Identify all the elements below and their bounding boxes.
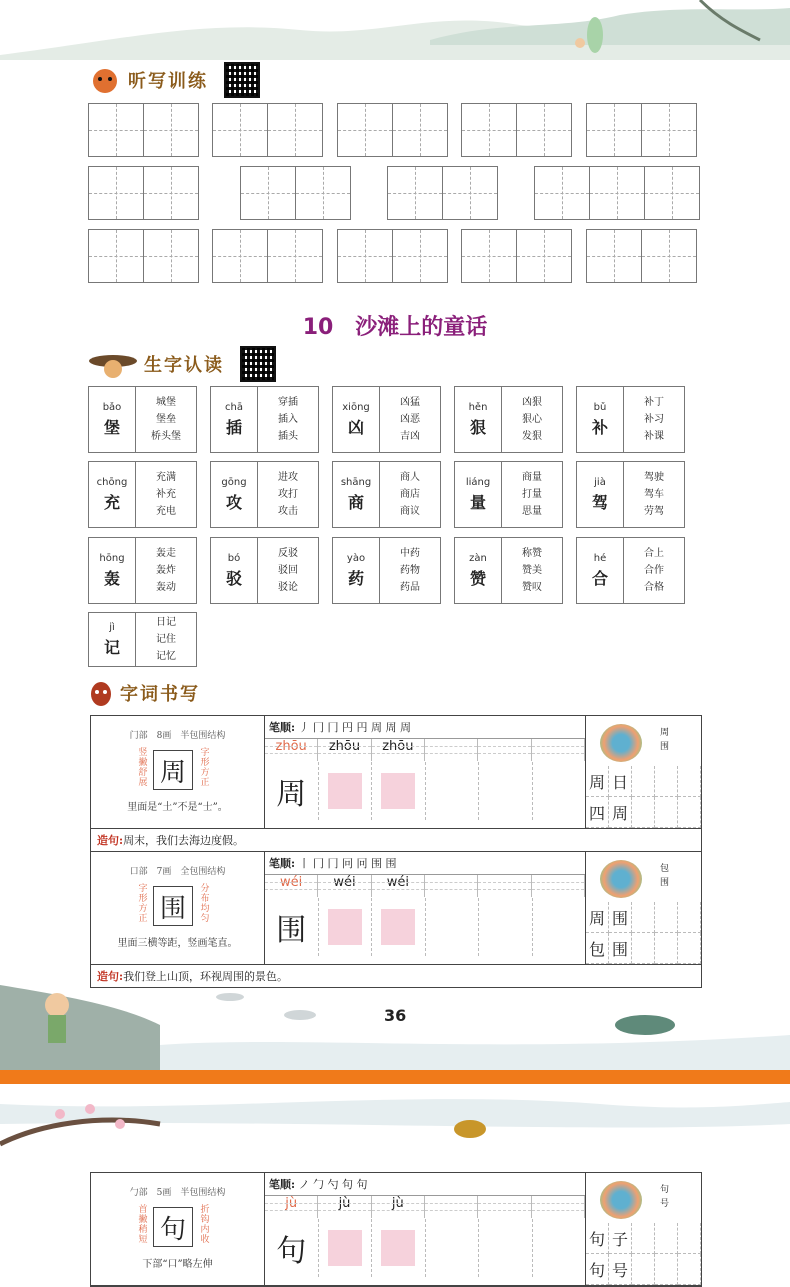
page-number: 36 xyxy=(384,1006,407,1025)
char-word: 补丁 xyxy=(644,397,664,408)
trace-char: 围 xyxy=(265,898,319,956)
char-pinyin: yào xyxy=(346,552,366,564)
char-pinyin: hěn xyxy=(468,401,488,413)
char-glyph: 插 xyxy=(225,417,242,437)
word-caption: 句号 xyxy=(660,1185,670,1209)
word-box[interactable] xyxy=(655,766,678,797)
word-box[interactable] xyxy=(632,902,655,933)
char-word: 狠心 xyxy=(522,414,542,425)
char-glyph: 量 xyxy=(469,492,486,512)
char-card-head xyxy=(333,538,380,603)
stroke-practice xyxy=(265,852,586,964)
word-box[interactable] xyxy=(632,1223,655,1254)
char-word: 反驳 xyxy=(278,548,298,559)
char-card xyxy=(454,537,563,604)
char-words xyxy=(380,387,440,452)
char-pinyin: zàn xyxy=(469,552,487,564)
trace-box[interactable] xyxy=(372,762,426,820)
char-info xyxy=(91,1173,265,1285)
word-box[interactable] xyxy=(632,797,655,828)
pinyin-cell[interactable]: jù xyxy=(265,1196,318,1218)
writing-box[interactable] xyxy=(240,166,351,220)
char-words xyxy=(136,613,196,666)
radical-strokes: 口部 7画 全包围结构 xyxy=(129,867,226,877)
char-card-head xyxy=(211,387,258,452)
trace-box[interactable] xyxy=(319,762,373,820)
fox-mascot-icon xyxy=(88,65,122,95)
word-char: 句 xyxy=(586,1254,609,1285)
char-glyph: 狠 xyxy=(469,417,486,437)
char-glyph: 驳 xyxy=(225,568,242,588)
char-card-head xyxy=(89,387,136,452)
writing-box[interactable] xyxy=(586,229,697,283)
word-box[interactable] xyxy=(678,1254,701,1285)
word-box[interactable] xyxy=(655,1223,678,1254)
char-words xyxy=(258,538,318,603)
word-char: 号 xyxy=(609,1254,632,1285)
char-pinyin: chā xyxy=(225,401,243,413)
char-word: 驾驶 xyxy=(644,472,664,483)
trace-box[interactable] xyxy=(372,1219,426,1277)
trace-char: 句 xyxy=(265,1219,319,1277)
char-word: 日记 xyxy=(156,617,176,628)
char-word: 药品 xyxy=(400,582,420,593)
char-word: 补课 xyxy=(644,431,664,442)
qr-code-icon[interactable] xyxy=(224,62,260,98)
word-box[interactable] xyxy=(678,902,701,933)
char-word: 攻击 xyxy=(278,506,298,517)
char-card-head xyxy=(455,387,502,452)
trace-box[interactable] xyxy=(319,1219,373,1277)
writing-tip-left: 竖撇舒展 xyxy=(138,748,148,788)
char-word: 驳回 xyxy=(278,565,298,576)
char-pinyin: xiōng xyxy=(342,401,370,413)
char-info xyxy=(91,716,265,828)
writing-box[interactable] xyxy=(212,229,323,283)
word-box[interactable] xyxy=(632,933,655,964)
page-divider-band xyxy=(0,1070,790,1084)
char-words xyxy=(502,538,562,603)
char-word: 补习 xyxy=(644,414,664,425)
char-words xyxy=(624,387,684,452)
word-char: 周 xyxy=(586,902,609,933)
char-glyph: 轰 xyxy=(103,568,120,588)
char-words xyxy=(624,462,684,527)
char-word: 记忆 xyxy=(156,651,176,662)
trace-char: 周 xyxy=(265,762,319,820)
hat-mascot-icon xyxy=(88,349,138,379)
char-glyph: 商 xyxy=(347,492,364,512)
landscape-illustration xyxy=(0,0,790,60)
word-picture xyxy=(600,860,642,898)
pinyin-cell[interactable]: wéi xyxy=(372,875,425,897)
char-card-head xyxy=(333,387,380,452)
pinyin-cell[interactable]: zhōu xyxy=(318,739,371,761)
char-word: 凶狠 xyxy=(522,397,542,408)
char-word: 凶猛 xyxy=(400,397,420,408)
radical-strokes: 勹部 5画 半包围结构 xyxy=(129,1188,226,1198)
word-char: 围 xyxy=(609,933,632,964)
char-glyph: 充 xyxy=(103,492,120,512)
writing-box[interactable] xyxy=(337,103,448,157)
trace-box[interactable] xyxy=(479,898,533,956)
char-word: 赞叹 xyxy=(522,582,542,593)
pinyin-cell[interactable]: jù xyxy=(372,1196,425,1218)
model-char: 周 xyxy=(153,750,193,790)
char-pinyin: jì xyxy=(109,621,115,633)
char-word: 合格 xyxy=(644,582,664,593)
char-card-head xyxy=(577,462,624,527)
word-box[interactable] xyxy=(678,766,701,797)
char-card-head xyxy=(89,538,136,603)
char-read-header xyxy=(88,346,276,382)
char-card xyxy=(576,461,685,528)
trace-box[interactable] xyxy=(426,898,480,956)
char-card xyxy=(88,386,197,453)
blossom-illustration xyxy=(0,1084,790,1169)
stroke-order: 丨 冂 冂 冋 冋 围 围 xyxy=(298,857,397,870)
char-card xyxy=(454,461,563,528)
char-word: 驾车 xyxy=(644,489,664,500)
writing-box[interactable] xyxy=(88,166,199,220)
sentence-text: 周末，我们去海边度假。 xyxy=(123,834,245,847)
stroke-order: ノ 勹 勺 句 句 xyxy=(298,1178,368,1191)
word-char: 周 xyxy=(586,766,609,797)
char-word: 称赞 xyxy=(522,548,542,559)
word-box[interactable] xyxy=(655,902,678,933)
char-word: 插入 xyxy=(278,414,298,425)
word-box[interactable] xyxy=(632,766,655,797)
trace-box[interactable] xyxy=(533,1219,586,1277)
char-words xyxy=(502,462,562,527)
pinyin-row xyxy=(265,738,585,761)
writing-box[interactable] xyxy=(88,103,199,157)
char-words xyxy=(258,462,318,527)
stroke-order-label: 笔顺: xyxy=(269,721,296,734)
char-word: 赞美 xyxy=(522,565,542,576)
char-words xyxy=(502,387,562,452)
char-word: 商量 xyxy=(522,472,542,483)
char-card xyxy=(576,386,685,453)
char-word: 商人 xyxy=(400,472,420,483)
word-char: 句 xyxy=(586,1223,609,1254)
trace-box[interactable] xyxy=(479,762,533,820)
word-practice xyxy=(586,852,701,964)
char-card xyxy=(454,386,563,453)
writing-box[interactable] xyxy=(337,229,448,283)
char-word: 穿插 xyxy=(278,397,298,408)
char-word: 药物 xyxy=(400,565,420,576)
char-glyph: 赞 xyxy=(469,568,486,588)
trace-box[interactable] xyxy=(533,898,586,956)
char-glyph: 攻 xyxy=(225,492,242,512)
writing-tip-right: 折钩内收 xyxy=(200,1205,210,1245)
char-trace-row xyxy=(265,1219,585,1277)
word-box[interactable] xyxy=(678,797,701,828)
char-word: 轰动 xyxy=(156,582,176,593)
stroke-practice xyxy=(265,716,586,828)
word-picture xyxy=(600,724,642,762)
char-word: 轰炸 xyxy=(156,565,176,576)
char-words xyxy=(136,538,196,603)
stroke-order-label: 笔顺: xyxy=(269,857,296,870)
qr-code-icon[interactable] xyxy=(240,346,276,382)
writing-box[interactable] xyxy=(212,103,323,157)
char-word: 打量 xyxy=(522,489,542,500)
char-word: 充满 xyxy=(156,472,176,483)
word-practice xyxy=(586,716,701,828)
writing-box[interactable] xyxy=(461,229,572,283)
char-words xyxy=(136,387,196,452)
pinyin-cell[interactable]: wéi xyxy=(318,875,371,897)
writing-box[interactable] xyxy=(534,166,700,220)
char-word: 充电 xyxy=(156,506,176,517)
writing-tip-right: 字形方正 xyxy=(200,748,210,788)
char-glyph: 凶 xyxy=(347,417,364,437)
char-word: 进攻 xyxy=(278,472,298,483)
char-card-head xyxy=(577,538,624,603)
word-char: 围 xyxy=(609,902,632,933)
dictation-header xyxy=(88,62,260,98)
char-card-head xyxy=(211,538,258,603)
char-pinyin: jià xyxy=(594,476,606,488)
char-word: 吉凶 xyxy=(400,431,420,442)
lesson-title: 10 沙滩上的童话 xyxy=(302,315,488,340)
word-box[interactable] xyxy=(655,797,678,828)
char-pinyin: bǎo xyxy=(102,401,122,413)
char-card xyxy=(332,537,441,604)
word-practice xyxy=(586,1173,701,1285)
char-glyph: 补 xyxy=(591,417,608,437)
writing-box[interactable] xyxy=(586,103,697,157)
word-char: 包 xyxy=(586,933,609,964)
char-word: 商议 xyxy=(400,506,420,517)
stroke-order: 丿 冂 冂 円 円 周 周 周 xyxy=(298,721,412,734)
writing-box[interactable] xyxy=(461,103,572,157)
word-char: 子 xyxy=(609,1223,632,1254)
writing-tip-right: 分布均匀 xyxy=(200,884,210,924)
sentence-text: 我们登上山顶，环视周围的景色。 xyxy=(123,970,289,983)
char-word: 记住 xyxy=(156,634,176,645)
pinyin-row xyxy=(265,1195,585,1218)
char-word: 驳论 xyxy=(278,582,298,593)
char-pinyin: shāng xyxy=(340,476,372,488)
word-char: 日 xyxy=(609,766,632,797)
pinyin-cell[interactable]: zhōu xyxy=(265,739,318,761)
char-pinyin: chōng xyxy=(96,476,128,488)
char-word: 堡垒 xyxy=(156,414,176,425)
word-box[interactable] xyxy=(632,1254,655,1285)
section-title-char-read: 生字认读 xyxy=(144,355,224,376)
trace-box[interactable] xyxy=(319,898,373,956)
char-glyph: 堡 xyxy=(103,417,120,437)
char-word: 城堡 xyxy=(156,397,176,408)
char-words xyxy=(380,538,440,603)
char-pinyin: hōng xyxy=(99,552,125,564)
stroke-practice xyxy=(265,1173,586,1285)
char-word: 发狠 xyxy=(522,431,542,442)
char-words xyxy=(624,538,684,603)
char-pinyin: gōng xyxy=(221,476,247,488)
char-words xyxy=(136,462,196,527)
pinyin-cell[interactable]: zhōu xyxy=(372,739,425,761)
char-word: 劳驾 xyxy=(644,506,664,517)
writing-note: 下部“口”略左伸 xyxy=(142,1259,213,1270)
char-trace-row xyxy=(265,762,585,820)
word-box[interactable] xyxy=(678,933,701,964)
word-char: 四 xyxy=(586,797,609,828)
sentence-label: 造句: xyxy=(97,970,124,983)
word-caption: 包围 xyxy=(660,864,670,888)
word-write-header xyxy=(88,678,200,708)
char-info xyxy=(91,852,265,964)
pinyin-cell[interactable]: jù xyxy=(318,1196,371,1218)
char-card xyxy=(88,612,197,667)
char-card xyxy=(88,461,197,528)
trace-box[interactable] xyxy=(372,898,426,956)
char-trace-row xyxy=(265,898,585,956)
trace-box[interactable] xyxy=(479,1219,533,1277)
char-card-head xyxy=(211,462,258,527)
char-card-head xyxy=(455,462,502,527)
char-words xyxy=(258,387,318,452)
pinyin-row xyxy=(265,874,585,897)
char-pinyin: bǔ xyxy=(593,401,607,413)
word-char: 周 xyxy=(609,797,632,828)
sentence-row[interactable] xyxy=(91,829,701,851)
char-card-head xyxy=(89,613,136,666)
writing-box[interactable] xyxy=(88,229,199,283)
writing-box[interactable] xyxy=(387,166,498,220)
char-card-head xyxy=(333,462,380,527)
writing-tip-left: 首撇稍短 xyxy=(138,1205,148,1245)
mask-mascot-icon xyxy=(88,678,114,708)
char-card-head xyxy=(577,387,624,452)
char-card xyxy=(210,386,319,453)
writing-practice-block xyxy=(90,851,702,988)
model-char: 句 xyxy=(153,1207,193,1247)
char-glyph: 药 xyxy=(347,568,364,588)
char-card xyxy=(332,386,441,453)
char-card-head xyxy=(455,538,502,603)
writing-note: 里面是“土”不是“士”。 xyxy=(127,802,228,813)
sentence-label: 造句: xyxy=(97,834,124,847)
radical-strokes: 门部 8画 半包围结构 xyxy=(129,731,226,741)
word-grid xyxy=(586,1223,701,1285)
word-box[interactable] xyxy=(655,1254,678,1285)
trace-box[interactable] xyxy=(533,762,586,820)
char-pinyin: liáng xyxy=(465,476,491,488)
char-card xyxy=(210,537,319,604)
char-word: 合上 xyxy=(644,548,664,559)
writing-tip-left: 字形方正 xyxy=(138,884,148,924)
writing-practice-block xyxy=(90,1172,702,1287)
word-grid xyxy=(586,766,701,828)
pinyin-cell[interactable]: wéi xyxy=(265,875,318,897)
char-glyph: 合 xyxy=(591,568,608,588)
word-caption: 周围 xyxy=(660,728,670,752)
char-word: 补充 xyxy=(156,489,176,500)
char-word: 插头 xyxy=(278,431,298,442)
char-pinyin: bó xyxy=(227,552,241,564)
char-pinyin: hé xyxy=(593,552,607,564)
char-word: 桥头堡 xyxy=(151,431,181,442)
char-card xyxy=(210,461,319,528)
char-glyph: 驾 xyxy=(591,492,608,512)
char-word: 轰走 xyxy=(156,548,176,559)
char-word: 中药 xyxy=(400,548,420,559)
char-card xyxy=(332,461,441,528)
char-word: 商店 xyxy=(400,489,420,500)
stroke-order-label: 笔顺: xyxy=(269,1178,296,1191)
writing-practice-block xyxy=(90,715,702,852)
trace-box[interactable] xyxy=(426,1219,480,1277)
trace-box[interactable] xyxy=(426,762,480,820)
char-word: 合作 xyxy=(644,565,664,576)
word-picture xyxy=(600,1181,642,1219)
word-box[interactable] xyxy=(655,933,678,964)
char-words xyxy=(380,462,440,527)
char-glyph: 记 xyxy=(103,637,120,657)
section-title-dictation: 听写训练 xyxy=(128,71,208,92)
char-word: 思量 xyxy=(522,506,542,517)
char-word: 凶恶 xyxy=(400,414,420,425)
model-char: 围 xyxy=(153,886,193,926)
char-card xyxy=(576,537,685,604)
char-word: 攻打 xyxy=(278,489,298,500)
word-grid xyxy=(586,902,701,964)
section-title-word-write: 字词书写 xyxy=(120,684,200,705)
char-card-head xyxy=(89,462,136,527)
word-box[interactable] xyxy=(678,1223,701,1254)
char-card xyxy=(88,537,197,604)
writing-note: 里面三横等距，竖画笔直。 xyxy=(117,938,238,949)
